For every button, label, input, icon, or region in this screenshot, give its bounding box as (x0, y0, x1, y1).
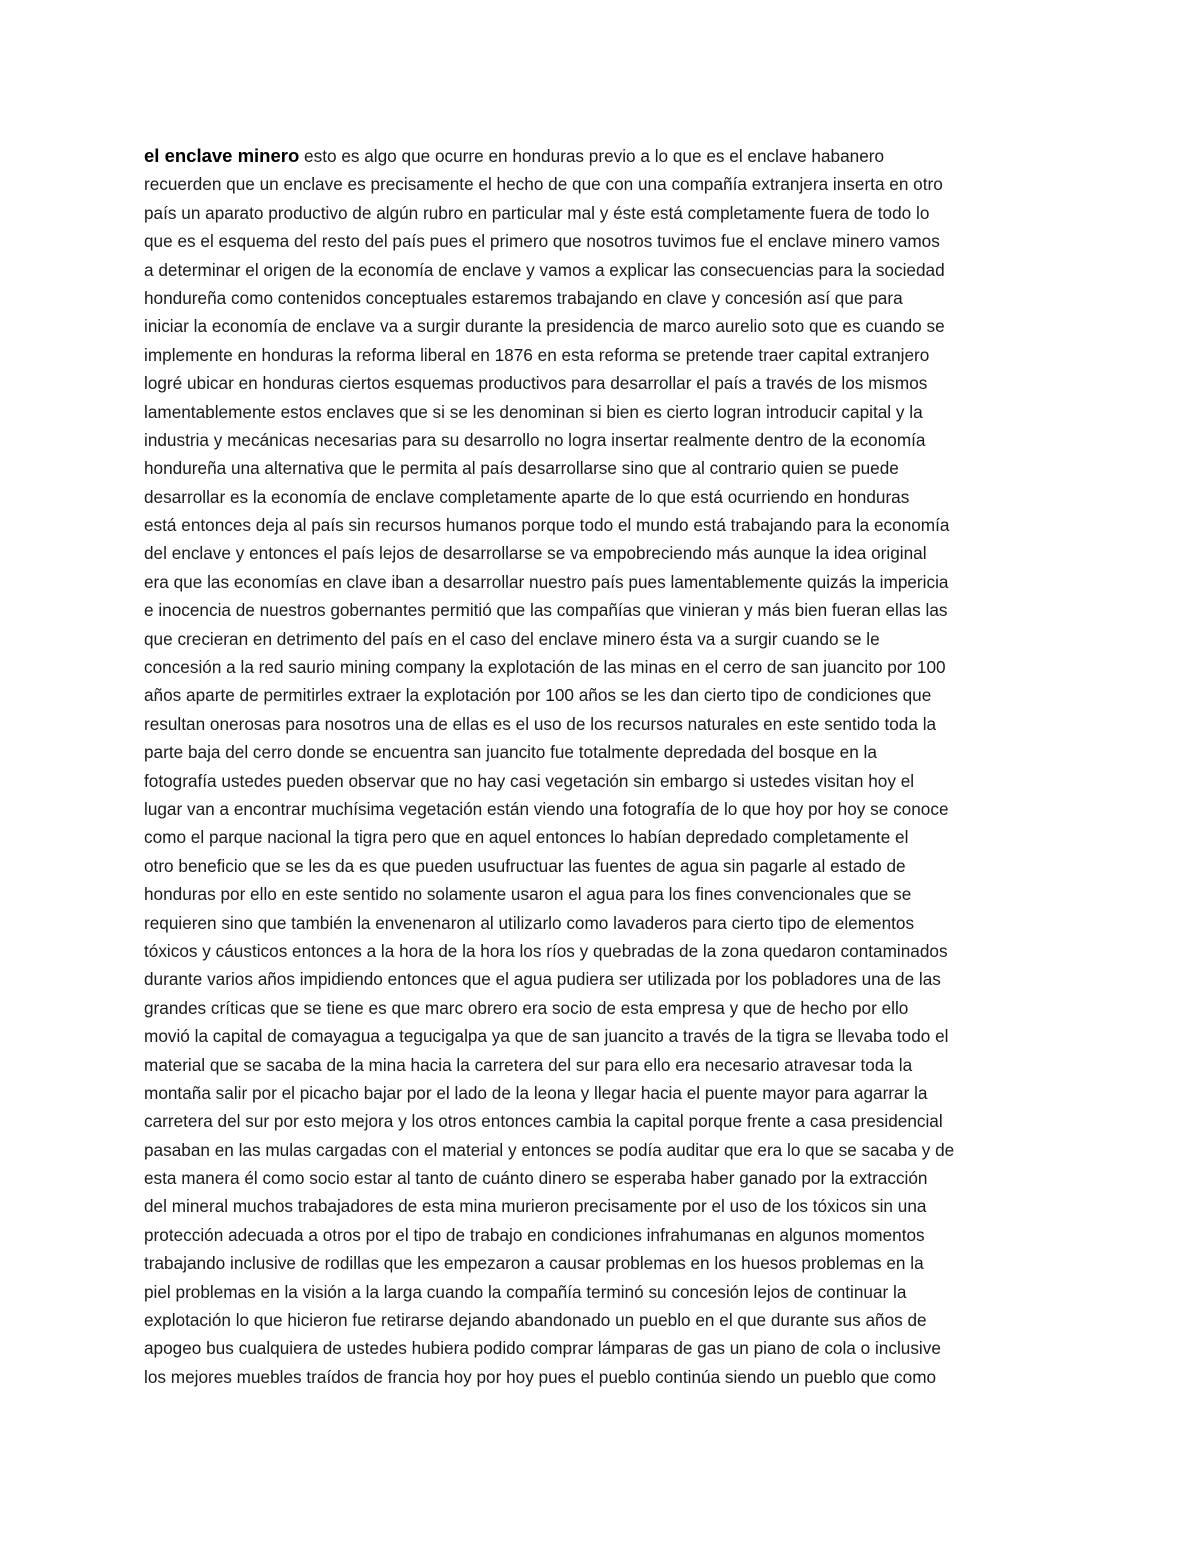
document-title: el enclave minero (144, 145, 300, 166)
text-line: resultan onerosas para nosotros una de ellas es el uso de los recursos naturales en este sentido toda la (144, 713, 937, 734)
text-line: honduras por ello en este sentido no solamente usaron el agua para los fines convencionales que se (144, 884, 912, 905)
text-line: que es el esquema del resto del país pues el primero que nosotros tuvimos fue el enclave minero vamos (144, 231, 940, 252)
text-line: logré ubicar en honduras ciertos esquemas productivos para desarrollar el país a través de los mismos (144, 373, 928, 394)
text-line: lamentablemente estos enclaves que si se les denominan si bien es cierto logran introducir capital y la (144, 401, 923, 422)
text-line: piel problemas en la visión a la larga cuando la compañía terminó su concesión lejos de continuar la (144, 1281, 907, 1302)
text-line: a determinar el origen de la economía de enclave y vamos a explicar las consecuencias para la sociedad (144, 259, 945, 280)
text-line: implemente en honduras la reforma liberal en 1876 en esta reforma se pretende traer capital extranjero (144, 344, 930, 365)
text-line: parte baja del cerro donde se encuentra san juancito fue totalmente depredada del bosque en la (144, 742, 877, 763)
text-line: explotación lo que hicieron fue retirarse dejando abandonado un pueblo en el que durante sus años de (144, 1310, 927, 1331)
text-line: hondureña una alternativa que le permita al país desarrollarse sino que al contrario quien se puede (144, 458, 899, 479)
document-body (144, 142, 1074, 1391)
text-line: está entonces deja al país sin recursos humanos porque todo el mundo está trabajando para la economía (144, 515, 950, 536)
text-line: fotografía ustedes pueden observar que no hay casi vegetación sin embargo si ustedes visitan hoy el (144, 770, 915, 791)
text-line: material que se sacaba de la mina hacia la carretera del sur para ello era necesario atravesar toda la (144, 1054, 913, 1075)
text-line: lugar van a encontrar muchísima vegetación están viendo una fotografía de lo que hoy por hoy se conoce (144, 798, 949, 819)
text-line: como el parque nacional la tigra pero que en aquel entonces lo habían depredado completamente el (144, 827, 909, 848)
text-line: trabajando inclusive de rodillas que les empezaron a causar problemas en los huesos problemas en la (144, 1253, 924, 1274)
text-line: iniciar la economía de enclave va a surgir durante la presidencia de marco aurelio soto que es cuando se (144, 316, 945, 337)
text-line: industria y mecánicas necesarias para su desarrollo no logra insertar realmente dentro de la economía (144, 429, 926, 450)
text-line: desarrollar es la economía de enclave completamente aparte de lo que está ocurriendo en honduras (144, 486, 910, 507)
text-line-content: esto es algo que ocurre en honduras previo a lo que es el enclave habanero (299, 146, 885, 166)
text-line: hondureña como contenidos conceptuales estaremos trabajando en clave y concesión así que para (144, 287, 903, 308)
text-line (144, 142, 1074, 170)
text-line: años aparte de permitirles extraer la explotación por 100 años se les dan cierto tipo de condiciones que (144, 685, 932, 706)
text-line: era que las economías en clave iban a desarrollar nuestro país pues lamentablemente quizás la impericia (144, 571, 949, 592)
text-line: del enclave y entonces el país lejos de desarrollarse se va empobreciendo más aunque la idea original (144, 543, 927, 564)
text-line: esta manera él como socio estar al tanto de cuánto dinero se esperaba haber ganado por la extracción (144, 1168, 928, 1189)
text-line: carretera del sur por esto mejora y los otros entonces cambia la capital porque frente a casa presidencial (144, 1111, 943, 1132)
text-line: pasaban en las mulas cargadas con el material y entonces se podía auditar que era lo que se sacaba y de (144, 1139, 955, 1160)
text-line: país un aparato productivo de algún rubro en particular mal y éste está completamente fuera de todo lo (144, 202, 930, 223)
text-line: requieren sino que también la envenenaron al utilizarlo como lavaderos para cierto tipo de elementos (144, 912, 915, 933)
text-line: recuerden que un enclave es precisamente el hecho de que con una compañía extranjera inserta en otro (144, 174, 943, 195)
text-line: los mejores muebles traídos de francia hoy por hoy pues el pueblo continúa siendo un pueblo que como (144, 1366, 937, 1387)
text-line: e inocencia de nuestros gobernantes permitió que las compañías que vinieran y más bien fueran ellas las (144, 600, 948, 621)
text-line: grandes críticas que se tiene es que marc obrero era socio de esta empresa y que de hecho por ello (144, 997, 909, 1018)
text-line: montaña salir por el picacho bajar por el lado de la leona y llegar hacia el puente mayor para agarrar la (144, 1082, 928, 1103)
text-line: tóxicos y cáusticos entonces a la hora de la hora los ríos y quebradas de la zona quedaron contaminados (144, 940, 948, 961)
text-line: durante varios años impidiendo entonces que el agua pudiera ser utilizada por los pobladores una de las (144, 969, 941, 990)
text-line: que crecieran en detrimento del país en el caso del enclave minero ésta va a surgir cuando se le (144, 628, 880, 649)
text-line: del mineral muchos trabajadores de esta mina murieron precisamente por el uso de los tóxicos sin una (144, 1196, 927, 1217)
text-line: otro beneficio que se les da es que pueden usufructuar las fuentes de agua sin pagarle al estado de (144, 855, 906, 876)
text-line: movió la capital de comayagua a tegucigalpa ya que de san juancito a través de la tigra se llevaba todo el (144, 1026, 949, 1047)
text-line: protección adecuada a otros por el tipo de trabajo en condiciones infrahumanas en algunos momentos (144, 1224, 925, 1245)
text-line: apogeo bus cualquiera de ustedes hubiera podido comprar lámparas de gas un piano de cola o inclusive (144, 1338, 941, 1359)
text-line: concesión a la red saurio mining company la explotación de las minas en el cerro de san juancito por 100 (144, 657, 946, 678)
